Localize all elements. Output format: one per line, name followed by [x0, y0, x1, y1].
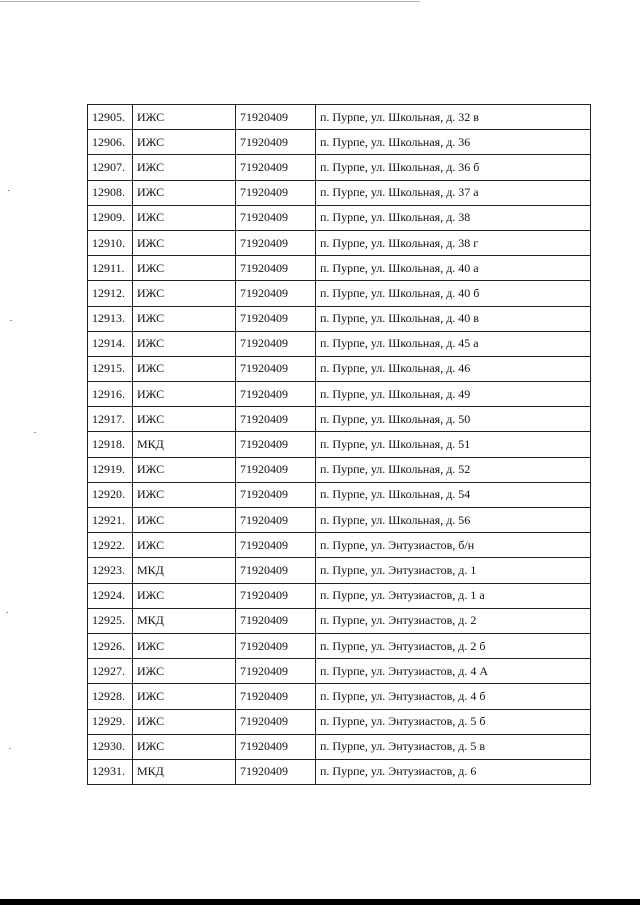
table-row — [88, 356, 591, 381]
building-type-cell: ИЖС — [133, 281, 236, 306]
address-cell: п. Пурпе, ул. Энтузиастов, д. 1 а — [316, 583, 591, 608]
building-type-cell: ИЖС — [133, 356, 236, 381]
address-cell: п. Пурпе, ул. Энтузиастов, д. 4 А — [316, 659, 591, 684]
row-number-cell: 12931. — [88, 759, 133, 784]
row-number-cell: 12919. — [88, 457, 133, 482]
address-cell: п. Пурпе, ул. Школьная, д. 36 — [316, 130, 591, 155]
address-cell: п. Пурпе, ул. Школьная, д. 54 — [316, 482, 591, 507]
building-type-cell: ИЖС — [133, 633, 236, 658]
address-cell: п. Пурпе, ул. Школьная, д. 56 — [316, 508, 591, 533]
row-number-cell: 12918. — [88, 432, 133, 457]
table-row — [88, 407, 591, 432]
row-number-cell: 12930. — [88, 734, 133, 759]
building-type-cell: ИЖС — [133, 306, 236, 331]
building-type-cell: ИЖС — [133, 382, 236, 407]
building-type-cell: ИЖС — [133, 155, 236, 180]
table-row — [88, 180, 591, 205]
building-type-cell: ИЖС — [133, 533, 236, 558]
row-number-cell: 12914. — [88, 331, 133, 356]
territory-code-cell: 71920409 — [236, 130, 316, 155]
address-cell: п. Пурпе, ул. Энтузиастов, б/н — [316, 533, 591, 558]
scan-speck — [8, 190, 10, 191]
building-type-cell: ИЖС — [133, 583, 236, 608]
address-cell: п. Пурпе, ул. Школьная, д. 36 б — [316, 155, 591, 180]
building-type-cell: ИЖС — [133, 331, 236, 356]
row-number-cell: 12913. — [88, 306, 133, 331]
building-type-cell: ИЖС — [133, 709, 236, 734]
building-type-cell: ИЖС — [133, 180, 236, 205]
territory-code-cell: 71920409 — [236, 281, 316, 306]
address-cell: п. Пурпе, ул. Энтузиастов, д. 2 — [316, 608, 591, 633]
row-number-cell: 12923. — [88, 558, 133, 583]
row-number-cell: 12925. — [88, 608, 133, 633]
building-type-cell: ИЖС — [133, 256, 236, 281]
territory-code-cell: 71920409 — [236, 155, 316, 180]
territory-code-cell: 71920409 — [236, 533, 316, 558]
territory-code-cell: 71920409 — [236, 356, 316, 381]
building-type-cell: ИЖС — [133, 205, 236, 230]
address-cell: п. Пурпе, ул. Энтузиастов, д. 5 в — [316, 734, 591, 759]
table-row — [88, 457, 591, 482]
address-cell: п. Пурпе, ул. Школьная, д. 45 а — [316, 331, 591, 356]
building-type-cell: ИЖС — [133, 230, 236, 255]
table-row — [88, 306, 591, 331]
building-type-cell: ИЖС — [133, 508, 236, 533]
row-number-cell: 12912. — [88, 281, 133, 306]
table-row — [88, 155, 591, 180]
address-cell: п. Пурпе, ул. Школьная, д. 37 а — [316, 180, 591, 205]
row-number-cell: 12906. — [88, 130, 133, 155]
territory-code-cell: 71920409 — [236, 734, 316, 759]
territory-code-cell: 71920409 — [236, 482, 316, 507]
scan-top-rule — [0, 1, 420, 2]
territory-code-cell: 71920409 — [236, 382, 316, 407]
address-cell: п. Пурпе, ул. Энтузиастов, д. 2 б — [316, 633, 591, 658]
table-row — [88, 558, 591, 583]
territory-code-cell: 71920409 — [236, 759, 316, 784]
address-cell: п. Пурпе, ул. Школьная, д. 46 — [316, 356, 591, 381]
table-row — [88, 734, 591, 759]
row-number-cell: 12916. — [88, 382, 133, 407]
territory-code-cell: 71920409 — [236, 180, 316, 205]
table-row — [88, 533, 591, 558]
table-row — [88, 281, 591, 306]
territory-code-cell: 71920409 — [236, 659, 316, 684]
table-row — [88, 230, 591, 255]
territory-code-cell: 71920409 — [236, 432, 316, 457]
row-number-cell: 12909. — [88, 205, 133, 230]
building-type-cell: ИЖС — [133, 734, 236, 759]
row-number-cell: 12915. — [88, 356, 133, 381]
row-number-cell: 12905. — [88, 105, 133, 130]
address-cell: п. Пурпе, ул. Школьная, д. 52 — [316, 457, 591, 482]
table-row — [88, 331, 591, 356]
building-type-cell: ИЖС — [133, 130, 236, 155]
address-registry-table — [87, 104, 591, 785]
scan-speck — [6, 612, 8, 613]
table-row — [88, 256, 591, 281]
table-row — [88, 482, 591, 507]
territory-code-cell: 71920409 — [236, 508, 316, 533]
address-cell: п. Пурпе, ул. Энтузиастов, д. 5 б — [316, 709, 591, 734]
territory-code-cell: 71920409 — [236, 709, 316, 734]
address-cell: п. Пурпе, ул. Школьная, д. 38 — [316, 205, 591, 230]
table-row — [88, 633, 591, 658]
scan-bottom-edge — [0, 899, 640, 905]
address-cell: п. Пурпе, ул. Школьная, д. 40 б — [316, 281, 591, 306]
address-cell: п. Пурпе, ул. Школьная, д. 38 г — [316, 230, 591, 255]
building-type-cell: ИЖС — [133, 684, 236, 709]
building-type-cell: МКД — [133, 558, 236, 583]
territory-code-cell: 71920409 — [236, 583, 316, 608]
building-type-cell: МКД — [133, 608, 236, 633]
address-cell: п. Пурпе, ул. Энтузиастов, д. 6 — [316, 759, 591, 784]
row-number-cell: 12907. — [88, 155, 133, 180]
row-number-cell: 12924. — [88, 583, 133, 608]
building-type-cell: ИЖС — [133, 482, 236, 507]
building-type-cell: МКД — [133, 432, 236, 457]
table-row — [88, 709, 591, 734]
territory-code-cell: 71920409 — [236, 633, 316, 658]
territory-code-cell: 71920409 — [236, 205, 316, 230]
address-cell: п. Пурпе, ул. Энтузиастов, д. 4 б — [316, 684, 591, 709]
table-row — [88, 205, 591, 230]
scan-speck — [34, 432, 36, 433]
territory-code-cell: 71920409 — [236, 457, 316, 482]
scan-speck — [10, 320, 12, 321]
territory-code-cell: 71920409 — [236, 256, 316, 281]
table-row — [88, 659, 591, 684]
address-cell: п. Пурпе, ул. Школьная, д. 32 в — [316, 105, 591, 130]
row-number-cell: 12927. — [88, 659, 133, 684]
territory-code-cell: 71920409 — [236, 105, 316, 130]
table-row — [88, 608, 591, 633]
row-number-cell: 12917. — [88, 407, 133, 432]
row-number-cell: 12920. — [88, 482, 133, 507]
building-type-cell: ИЖС — [133, 457, 236, 482]
row-number-cell: 12911. — [88, 256, 133, 281]
row-number-cell: 12928. — [88, 684, 133, 709]
territory-code-cell: 71920409 — [236, 407, 316, 432]
territory-code-cell: 71920409 — [236, 684, 316, 709]
building-type-cell: ИЖС — [133, 105, 236, 130]
table-row — [88, 382, 591, 407]
building-type-cell: ИЖС — [133, 659, 236, 684]
table-row — [88, 508, 591, 533]
table-row — [88, 583, 591, 608]
address-cell: п. Пурпе, ул. Школьная, д. 40 в — [316, 306, 591, 331]
territory-code-cell: 71920409 — [236, 306, 316, 331]
row-number-cell: 12910. — [88, 230, 133, 255]
table-row — [88, 105, 591, 130]
address-cell: п. Пурпе, ул. Школьная, д. 40 а — [316, 256, 591, 281]
row-number-cell: 12929. — [88, 709, 133, 734]
table-row — [88, 432, 591, 457]
territory-code-cell: 71920409 — [236, 558, 316, 583]
registry-table-body — [88, 105, 591, 785]
row-number-cell: 12926. — [88, 633, 133, 658]
address-cell: п. Пурпе, ул. Энтузиастов, д. 1 — [316, 558, 591, 583]
address-cell: п. Пурпе, ул. Школьная, д. 50 — [316, 407, 591, 432]
row-number-cell: 12922. — [88, 533, 133, 558]
territory-code-cell: 71920409 — [236, 230, 316, 255]
table-row — [88, 759, 591, 784]
territory-code-cell: 71920409 — [236, 331, 316, 356]
address-cell: п. Пурпе, ул. Школьная, д. 49 — [316, 382, 591, 407]
row-number-cell: 12908. — [88, 180, 133, 205]
table-row — [88, 130, 591, 155]
building-type-cell: МКД — [133, 759, 236, 784]
table-row — [88, 684, 591, 709]
scan-speck — [9, 748, 11, 749]
building-type-cell: ИЖС — [133, 407, 236, 432]
address-cell: п. Пурпе, ул. Школьная, д. 51 — [316, 432, 591, 457]
territory-code-cell: 71920409 — [236, 608, 316, 633]
row-number-cell: 12921. — [88, 508, 133, 533]
